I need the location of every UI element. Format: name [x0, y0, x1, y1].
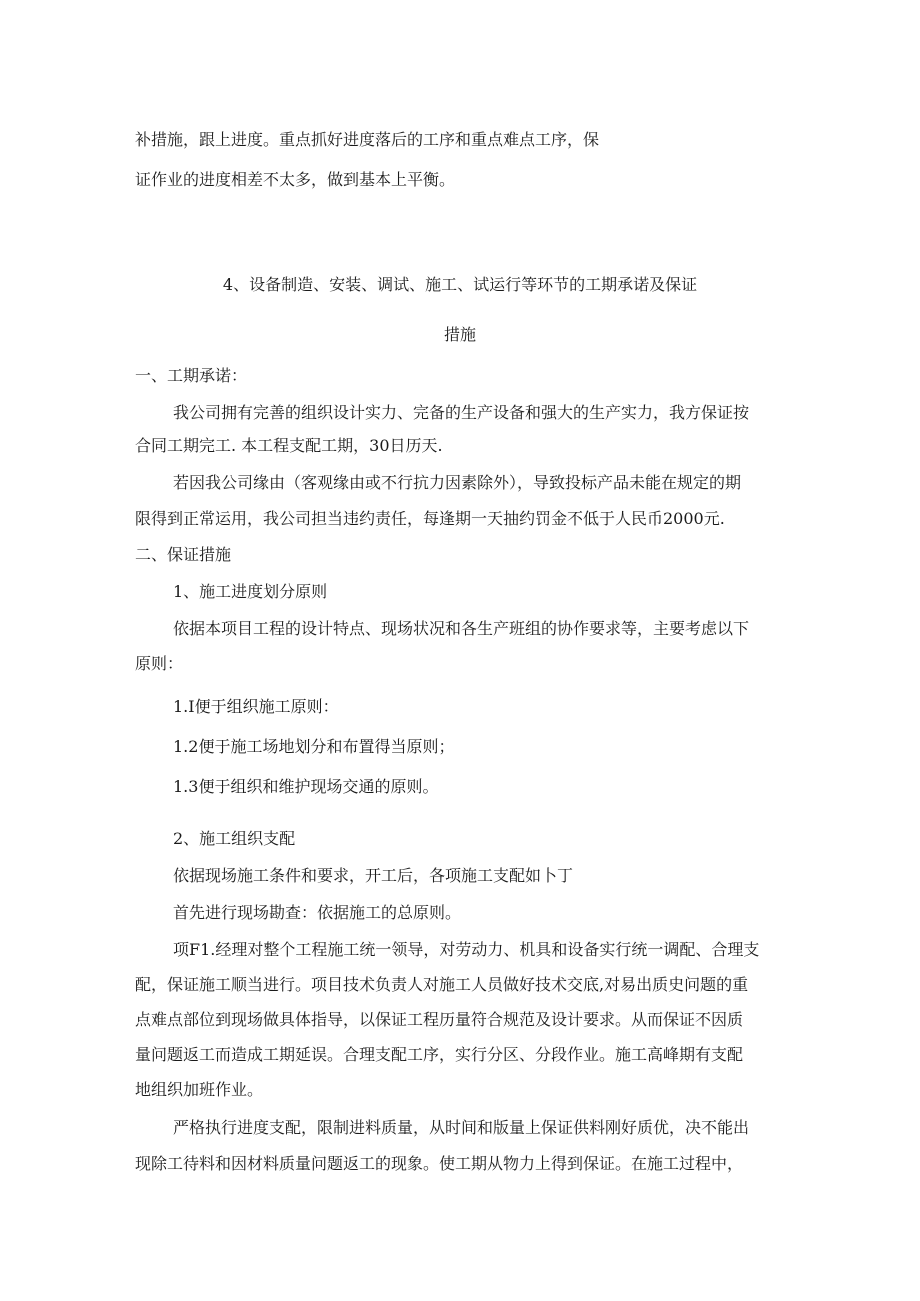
text-line: 证作业的进度相差不太多，做到基本上平衡。 — [135, 170, 456, 189]
text-line: 原则： — [135, 654, 184, 673]
text-line: 合同工期完工. 本工程支配工期，30日历天. — [135, 436, 443, 455]
sec2-title: 二、保证措施 — [135, 545, 232, 564]
section-heading-cont: 措施 — [443, 325, 476, 344]
text-line: 依据现场施工条件和要求，开工后，各项施工支配如卜丁 — [173, 866, 574, 885]
sub1-title: 1、施工进度划分原则 — [173, 582, 328, 601]
text-line: 量问题返工而造成工期延误。合理支配工序，实行分区、分段作业。施工高峰期有支配 — [135, 1045, 744, 1064]
rule-item: 1.I便于组织施工原则： — [173, 697, 339, 716]
text-line: 若因我公司缘由（客观缘由或不行抗力因素除外），导致投标产品未能在规定的期 — [173, 473, 742, 492]
rule-item: 1.3便于组织和维护现场交通的原则。 — [173, 777, 439, 796]
sec1-title: 一、工期承诺： — [135, 366, 248, 385]
text-line: 严格执行进度支配，限制进料质量，从时间和版量上保证供料刚好质优，决不能出 — [173, 1118, 750, 1137]
sub2-title: 2、施工组织支配 — [173, 829, 296, 848]
text-line: 补措施，跟上进度。重点抓好进度落后的工序和重点难点工序，保 — [135, 130, 600, 149]
text-line: 项F1.经理对整个工程施工统一领导，对劳动力、机具和设备实行统一调配、合理支 — [173, 940, 760, 959]
rule-item: 1.2便于施工场地划分和布置得当原则； — [173, 737, 455, 756]
text-line: 配，保证施工顺当进行。项目技术负责人对施工人员做好技术交底,对易出质史问题的重 — [135, 975, 749, 994]
text-line: 限得到正常运用，我公司担当违约责任，每逢期一天抽约罚金不低于人民币2000元. — [135, 509, 725, 528]
section-heading: 4、设备制造、安装、调试、施工、试运行等环节的工期承诺及保证 — [222, 275, 698, 294]
text-line: 地组织加班作业。 — [135, 1080, 264, 1099]
text-line: 依据本项目工程的设计特点、现场状况和各生产班组的协作要求等，主要考虑以下 — [173, 619, 750, 638]
text-line: 我公司拥有完善的组织设计实力、完备的生产设备和强大的生产实力，我方保证按 — [173, 403, 750, 422]
text-line: 现除工待料和因材料质量问题返工的现象。使工期从物力上得到保证。在施工过程中， — [135, 1154, 744, 1173]
text-line: 点难点部位到现场做具体指导，以保证工程历量符合规范及设计要求。从而保证不因质 — [135, 1010, 744, 1029]
text-line: 首先进行现场勘查：依据施工的总原则。 — [173, 903, 462, 922]
